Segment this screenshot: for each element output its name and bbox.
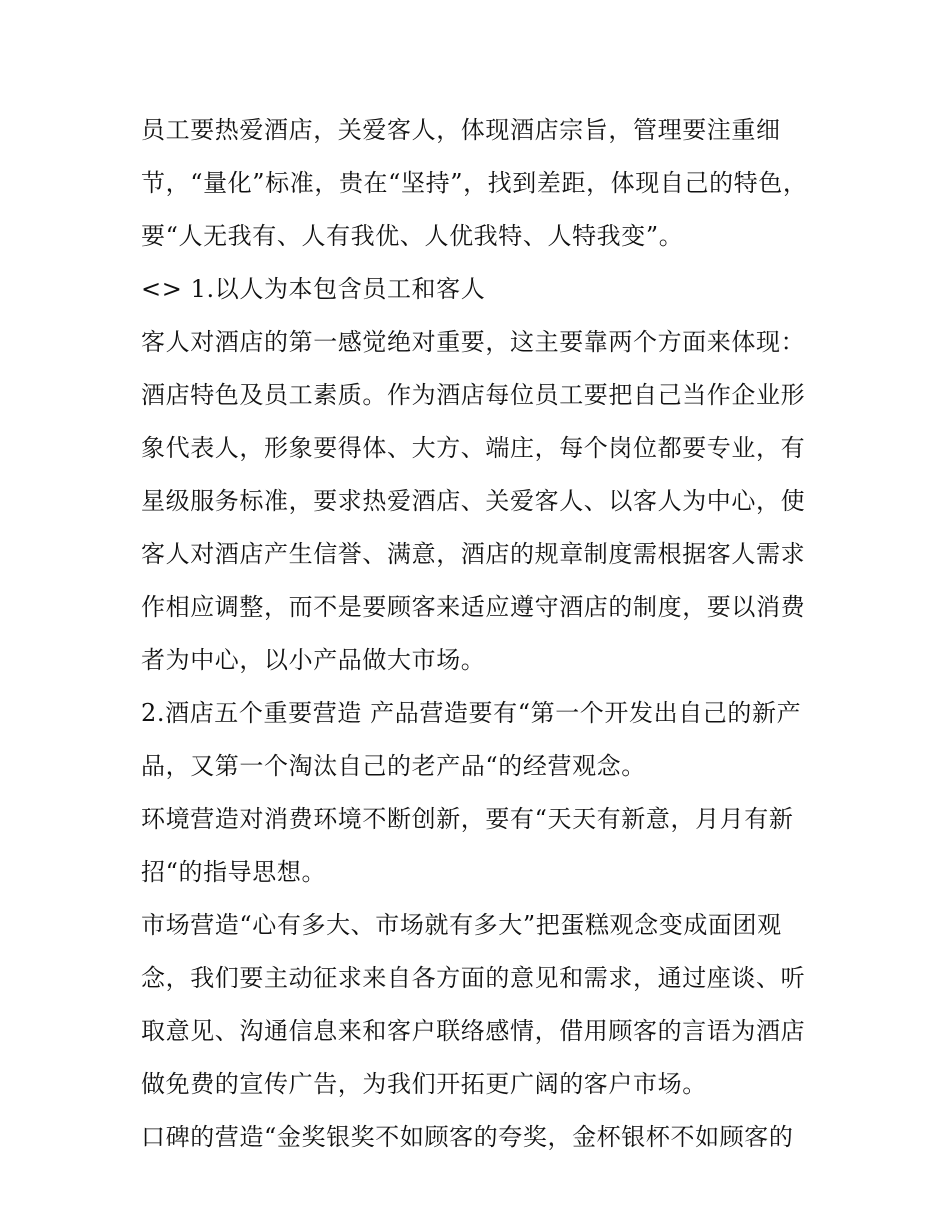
text-line: 环境营造对消费环境不断创新，要有“天天有新意，月月有新 (141, 805, 794, 833)
text-line: 象代表人，形象要得体、大方、端庄，每个岗位都要专业，有 (141, 434, 806, 462)
text-line: 作相应调整，而不是要顾客来适应遵守酒店的制度，要以消费 (141, 593, 806, 621)
text-line: 员工要热爱酒店，关爱客人，体现酒店宗旨，管理要注重细 (141, 116, 781, 144)
text-line: 要“人无我有、人有我优、人优我特、人特我变”。 (141, 222, 684, 250)
text-line: 星级服务标准，要求热爱酒店、关爱客人、以客人为中心，使 (141, 487, 806, 515)
text-line: <> 1.以人为本包含员工和客人 (141, 275, 486, 303)
body-text (141, 104, 821, 1164)
text-line: 客人对酒店的第一感觉绝对重要，这主要靠两个方面来体现： (141, 328, 806, 356)
text-line: 念，我们要主动征求来自各方面的意见和需求，通过座谈、听 (141, 964, 806, 992)
text-line: 者为中心，以小产品做大市场。 (141, 646, 486, 674)
text-line: 做免费的宣传广告，为我们开拓更广阔的客户市场。 (141, 1070, 707, 1098)
text-line: 2.酒店五个重要营造 产品营造要有“第一个开发出自己的新产 (141, 699, 802, 727)
text-line: 节，“量化”标准，贵在“坚持”，找到差距，体现自己的特色， (141, 169, 808, 197)
text-line: 市场营造“心有多大、市场就有多大”把蛋糕观念变成面团观 (141, 911, 782, 939)
text-line: 酒店特色及员工素质。作为酒店每位员工要把自己当作企业形 (141, 381, 806, 409)
text-line: 口碑的营造“金奖银奖不如顾客的夸奖，金杯银杯不如顾客的 (141, 1123, 794, 1151)
text-line: 客人对酒店产生信誉、满意，酒店的规章制度需根据客人需求 (141, 540, 806, 568)
text-line: 招“的指导思想。 (141, 858, 327, 886)
text-line: 取意见、沟通信息来和客户联络感情，借用顾客的言语为酒店 (141, 1017, 806, 1045)
text-line: 品，又第一个淘汰自己的老产品“的经营观念。 (141, 752, 646, 780)
